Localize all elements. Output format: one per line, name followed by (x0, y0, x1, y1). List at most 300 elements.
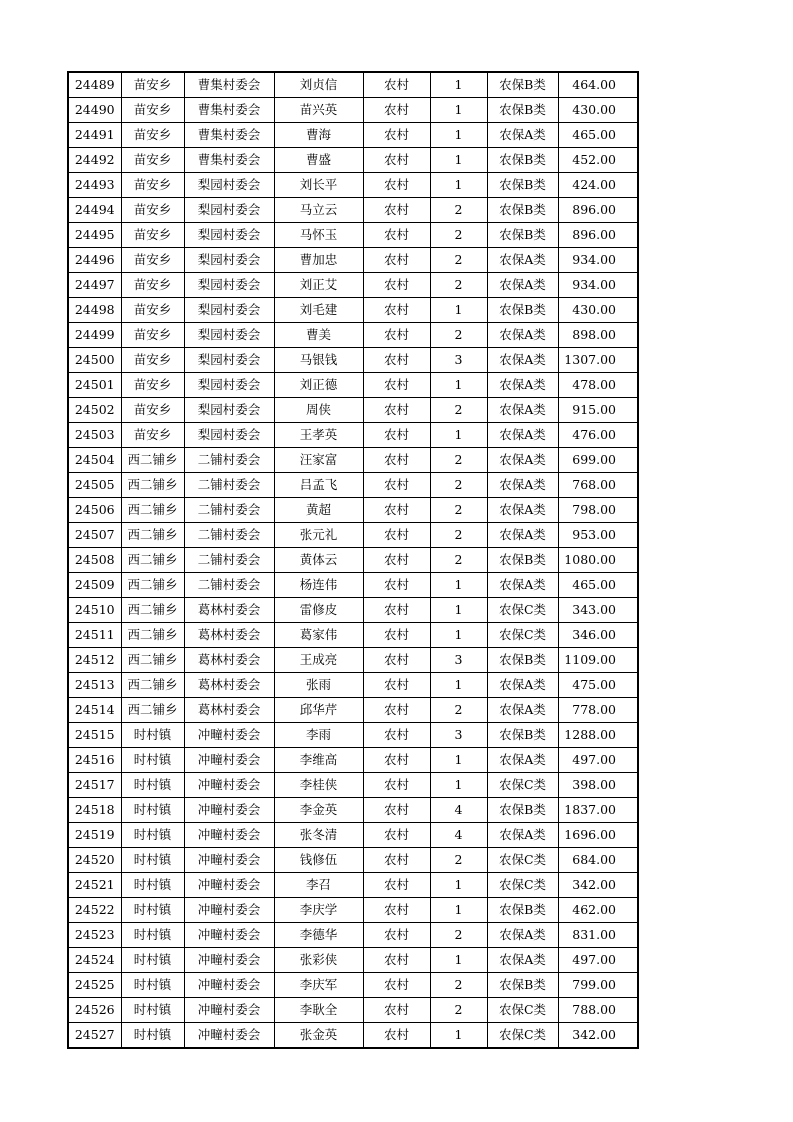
amount-cell: 896.00 (558, 198, 638, 223)
record-id-cell: 24489 (68, 72, 121, 98)
village-committee-cell: 冲疃村委会 (184, 1023, 274, 1049)
household-count-cell: 1 (430, 423, 487, 448)
roster-body (68, 72, 638, 1048)
table-row (68, 648, 638, 673)
name-cell: 李桂侠 (274, 773, 363, 798)
residence-type-cell: 农村 (363, 998, 430, 1023)
residence-type-cell: 农村 (363, 648, 430, 673)
residence-type-cell: 农村 (363, 248, 430, 273)
township-cell: 西二铺乡 (121, 598, 184, 623)
residence-type-cell: 农村 (363, 698, 430, 723)
residence-type-cell: 农村 (363, 173, 430, 198)
residence-type-cell: 农村 (363, 948, 430, 973)
insurance-category-cell: 农保B类 (487, 548, 558, 573)
household-count-cell: 1 (430, 773, 487, 798)
amount-cell: 465.00 (558, 123, 638, 148)
record-id-cell: 24522 (68, 898, 121, 923)
name-cell: 周侠 (274, 398, 363, 423)
township-cell: 时村镇 (121, 948, 184, 973)
record-id-cell: 24527 (68, 1023, 121, 1049)
table-row (68, 848, 638, 873)
record-id-cell: 24523 (68, 923, 121, 948)
amount-cell: 462.00 (558, 898, 638, 923)
village-committee-cell: 二铺村委会 (184, 473, 274, 498)
record-id-cell: 24505 (68, 473, 121, 498)
insurance-category-cell: 农保B类 (487, 723, 558, 748)
name-cell: 马立云 (274, 198, 363, 223)
township-cell: 时村镇 (121, 898, 184, 923)
township-cell: 西二铺乡 (121, 698, 184, 723)
insurance-category-cell: 农保A类 (487, 423, 558, 448)
table-row (68, 498, 638, 523)
residence-type-cell: 农村 (363, 273, 430, 298)
insurance-category-cell: 农保B类 (487, 223, 558, 248)
residence-type-cell: 农村 (363, 223, 430, 248)
amount-cell: 788.00 (558, 998, 638, 1023)
residence-type-cell: 农村 (363, 798, 430, 823)
amount-cell: 798.00 (558, 498, 638, 523)
insurance-category-cell: 农保A类 (487, 273, 558, 298)
township-cell: 苗安乡 (121, 72, 184, 98)
household-count-cell: 1 (430, 598, 487, 623)
table-row (68, 123, 638, 148)
township-cell: 时村镇 (121, 723, 184, 748)
household-count-cell: 1 (430, 123, 487, 148)
name-cell: 马怀玉 (274, 223, 363, 248)
insurance-category-cell: 农保A类 (487, 823, 558, 848)
insurance-category-cell: 农保B类 (487, 648, 558, 673)
record-id-cell: 24526 (68, 998, 121, 1023)
name-cell: 刘贞信 (274, 72, 363, 98)
insurance-category-cell: 农保B类 (487, 198, 558, 223)
insurance-category-cell: 农保C类 (487, 623, 558, 648)
name-cell: 王孝英 (274, 423, 363, 448)
village-committee-cell: 二铺村委会 (184, 573, 274, 598)
residence-type-cell: 农村 (363, 98, 430, 123)
table-row (68, 673, 638, 698)
amount-cell: 342.00 (558, 873, 638, 898)
name-cell: 马银钱 (274, 348, 363, 373)
village-committee-cell: 梨园村委会 (184, 423, 274, 448)
village-committee-cell: 葛林村委会 (184, 598, 274, 623)
residence-type-cell: 农村 (363, 623, 430, 648)
village-committee-cell: 二铺村委会 (184, 498, 274, 523)
village-committee-cell: 冲疃村委会 (184, 723, 274, 748)
name-cell: 曹盛 (274, 148, 363, 173)
village-committee-cell: 葛林村委会 (184, 673, 274, 698)
record-id-cell: 24496 (68, 248, 121, 273)
township-cell: 苗安乡 (121, 148, 184, 173)
village-committee-cell: 冲疃村委会 (184, 973, 274, 998)
table-row (68, 398, 638, 423)
household-count-cell: 3 (430, 648, 487, 673)
household-count-cell: 1 (430, 173, 487, 198)
table-row (68, 98, 638, 123)
village-committee-cell: 二铺村委会 (184, 523, 274, 548)
insurance-category-cell: 农保A类 (487, 698, 558, 723)
record-id-cell: 24503 (68, 423, 121, 448)
amount-cell: 1307.00 (558, 348, 638, 373)
residence-type-cell: 农村 (363, 398, 430, 423)
insurance-category-cell: 农保A类 (487, 398, 558, 423)
record-id-cell: 24499 (68, 323, 121, 348)
township-cell: 西二铺乡 (121, 448, 184, 473)
table-row (68, 723, 638, 748)
village-committee-cell: 二铺村委会 (184, 448, 274, 473)
insurance-category-cell: 农保C类 (487, 773, 558, 798)
residence-type-cell: 农村 (363, 148, 430, 173)
table-row (68, 198, 638, 223)
residence-type-cell: 农村 (363, 423, 430, 448)
amount-cell: 1080.00 (558, 548, 638, 573)
amount-cell: 699.00 (558, 448, 638, 473)
record-id-cell: 24524 (68, 948, 121, 973)
township-cell: 时村镇 (121, 848, 184, 873)
table-row (68, 223, 638, 248)
record-id-cell: 24495 (68, 223, 121, 248)
insurance-category-cell: 农保B类 (487, 173, 558, 198)
name-cell: 刘正艾 (274, 273, 363, 298)
name-cell: 王成亮 (274, 648, 363, 673)
record-id-cell: 24518 (68, 798, 121, 823)
amount-cell: 464.00 (558, 72, 638, 98)
township-cell: 时村镇 (121, 798, 184, 823)
village-committee-cell: 二铺村委会 (184, 548, 274, 573)
insurance-category-cell: 农保B类 (487, 98, 558, 123)
township-cell: 苗安乡 (121, 348, 184, 373)
name-cell: 张冬清 (274, 823, 363, 848)
village-committee-cell: 冲疃村委会 (184, 873, 274, 898)
amount-cell: 1288.00 (558, 723, 638, 748)
name-cell: 杨连伟 (274, 573, 363, 598)
name-cell: 苗兴英 (274, 98, 363, 123)
township-cell: 苗安乡 (121, 223, 184, 248)
township-cell: 时村镇 (121, 873, 184, 898)
amount-cell: 343.00 (558, 598, 638, 623)
amount-cell: 1696.00 (558, 823, 638, 848)
household-count-cell: 2 (430, 848, 487, 873)
table-row (68, 173, 638, 198)
amount-cell: 934.00 (558, 273, 638, 298)
household-count-cell: 2 (430, 973, 487, 998)
household-count-cell: 1 (430, 298, 487, 323)
household-count-cell: 4 (430, 798, 487, 823)
table-row (68, 773, 638, 798)
household-count-cell: 2 (430, 248, 487, 273)
village-committee-cell: 曹集村委会 (184, 72, 274, 98)
household-count-cell: 2 (430, 698, 487, 723)
township-cell: 苗安乡 (121, 298, 184, 323)
insurance-category-cell: 农保B类 (487, 72, 558, 98)
table-row (68, 273, 638, 298)
amount-cell: 424.00 (558, 173, 638, 198)
household-count-cell: 2 (430, 223, 487, 248)
village-committee-cell: 梨园村委会 (184, 323, 274, 348)
household-count-cell: 1 (430, 373, 487, 398)
township-cell: 苗安乡 (121, 248, 184, 273)
name-cell: 刘正德 (274, 373, 363, 398)
table-row (68, 298, 638, 323)
household-count-cell: 2 (430, 198, 487, 223)
village-committee-cell: 冲疃村委会 (184, 898, 274, 923)
table-row (68, 923, 638, 948)
insurance-category-cell: 农保A类 (487, 373, 558, 398)
residence-type-cell: 农村 (363, 898, 430, 923)
insurance-category-cell: 农保B类 (487, 148, 558, 173)
name-cell: 李庆军 (274, 973, 363, 998)
residence-type-cell: 农村 (363, 323, 430, 348)
household-count-cell: 2 (430, 498, 487, 523)
name-cell: 葛家伟 (274, 623, 363, 648)
village-committee-cell: 梨园村委会 (184, 398, 274, 423)
insurance-category-cell: 农保A类 (487, 948, 558, 973)
record-id-cell: 24504 (68, 448, 121, 473)
township-cell: 时村镇 (121, 923, 184, 948)
insurance-category-cell: 农保C类 (487, 598, 558, 623)
table-row (68, 348, 638, 373)
household-count-cell: 2 (430, 923, 487, 948)
township-cell: 时村镇 (121, 823, 184, 848)
table-row (68, 423, 638, 448)
village-committee-cell: 梨园村委会 (184, 348, 274, 373)
residence-type-cell: 农村 (363, 298, 430, 323)
insurance-category-cell: 农保A类 (487, 498, 558, 523)
amount-cell: 1837.00 (558, 798, 638, 823)
table-row (68, 798, 638, 823)
table-row (68, 873, 638, 898)
household-count-cell: 2 (430, 548, 487, 573)
table-row (68, 598, 638, 623)
village-committee-cell: 曹集村委会 (184, 123, 274, 148)
household-count-cell: 1 (430, 148, 487, 173)
household-count-cell: 2 (430, 523, 487, 548)
township-cell: 苗安乡 (121, 373, 184, 398)
record-id-cell: 24493 (68, 173, 121, 198)
record-id-cell: 24520 (68, 848, 121, 873)
village-committee-cell: 冲疃村委会 (184, 948, 274, 973)
name-cell: 李召 (274, 873, 363, 898)
table-row (68, 448, 638, 473)
table-row (68, 248, 638, 273)
amount-cell: 430.00 (558, 298, 638, 323)
record-id-cell: 24506 (68, 498, 121, 523)
residence-type-cell: 农村 (363, 848, 430, 873)
township-cell: 西二铺乡 (121, 498, 184, 523)
amount-cell: 342.00 (558, 1023, 638, 1049)
record-id-cell: 24517 (68, 773, 121, 798)
record-id-cell: 24515 (68, 723, 121, 748)
residence-type-cell: 农村 (363, 673, 430, 698)
name-cell: 吕孟飞 (274, 473, 363, 498)
name-cell: 钱修伍 (274, 848, 363, 873)
record-id-cell: 24500 (68, 348, 121, 373)
residence-type-cell: 农村 (363, 773, 430, 798)
household-count-cell: 2 (430, 448, 487, 473)
amount-cell: 478.00 (558, 373, 638, 398)
household-count-cell: 3 (430, 723, 487, 748)
record-id-cell: 24492 (68, 148, 121, 173)
residence-type-cell: 农村 (363, 448, 430, 473)
amount-cell: 898.00 (558, 323, 638, 348)
residence-type-cell: 农村 (363, 473, 430, 498)
table-row (68, 72, 638, 98)
name-cell: 张金英 (274, 1023, 363, 1049)
name-cell: 黄体云 (274, 548, 363, 573)
village-committee-cell: 梨园村委会 (184, 273, 274, 298)
name-cell: 李庆学 (274, 898, 363, 923)
township-cell: 时村镇 (121, 973, 184, 998)
insurance-category-cell: 农保A类 (487, 473, 558, 498)
record-id-cell: 24510 (68, 598, 121, 623)
insurance-category-cell: 农保A类 (487, 673, 558, 698)
residence-type-cell: 农村 (363, 198, 430, 223)
record-id-cell: 24519 (68, 823, 121, 848)
record-id-cell: 24491 (68, 123, 121, 148)
household-count-cell: 2 (430, 473, 487, 498)
record-id-cell: 24498 (68, 298, 121, 323)
name-cell: 李雨 (274, 723, 363, 748)
household-count-cell: 1 (430, 573, 487, 598)
village-committee-cell: 梨园村委会 (184, 248, 274, 273)
residence-type-cell: 农村 (363, 923, 430, 948)
name-cell: 张元礼 (274, 523, 363, 548)
household-count-cell: 3 (430, 348, 487, 373)
table-row (68, 573, 638, 598)
residence-type-cell: 农村 (363, 548, 430, 573)
residence-type-cell: 农村 (363, 373, 430, 398)
record-id-cell: 24512 (68, 648, 121, 673)
village-committee-cell: 冲疃村委会 (184, 823, 274, 848)
record-id-cell: 24507 (68, 523, 121, 548)
township-cell: 苗安乡 (121, 123, 184, 148)
name-cell: 李耿全 (274, 998, 363, 1023)
amount-cell: 768.00 (558, 473, 638, 498)
name-cell: 李维高 (274, 748, 363, 773)
insurance-category-cell: 农保C类 (487, 1023, 558, 1049)
name-cell: 雷修皮 (274, 598, 363, 623)
name-cell: 汪家富 (274, 448, 363, 473)
amount-cell: 497.00 (558, 748, 638, 773)
insurance-category-cell: 农保B类 (487, 898, 558, 923)
township-cell: 苗安乡 (121, 423, 184, 448)
township-cell: 苗安乡 (121, 323, 184, 348)
township-cell: 时村镇 (121, 748, 184, 773)
village-committee-cell: 冲疃村委会 (184, 798, 274, 823)
amount-cell: 831.00 (558, 923, 638, 948)
township-cell: 西二铺乡 (121, 573, 184, 598)
insurance-category-cell: 农保A类 (487, 323, 558, 348)
amount-cell: 778.00 (558, 698, 638, 723)
amount-cell: 934.00 (558, 248, 638, 273)
residence-type-cell: 农村 (363, 723, 430, 748)
village-committee-cell: 冲疃村委会 (184, 923, 274, 948)
amount-cell: 915.00 (558, 398, 638, 423)
table-row (68, 373, 638, 398)
roster-table (67, 71, 639, 1049)
residence-type-cell: 农村 (363, 598, 430, 623)
record-id-cell: 24514 (68, 698, 121, 723)
insurance-category-cell: 农保C类 (487, 848, 558, 873)
name-cell: 曹海 (274, 123, 363, 148)
insurance-category-cell: 农保A类 (487, 573, 558, 598)
name-cell: 刘毛建 (274, 298, 363, 323)
table-row (68, 148, 638, 173)
household-count-cell: 2 (430, 323, 487, 348)
household-count-cell: 1 (430, 623, 487, 648)
insurance-category-cell: 农保B类 (487, 798, 558, 823)
residence-type-cell: 农村 (363, 748, 430, 773)
household-count-cell: 1 (430, 748, 487, 773)
township-cell: 苗安乡 (121, 198, 184, 223)
insurance-category-cell: 农保A类 (487, 348, 558, 373)
township-cell: 西二铺乡 (121, 548, 184, 573)
village-committee-cell: 梨园村委会 (184, 173, 274, 198)
township-cell: 时村镇 (121, 773, 184, 798)
household-count-cell: 1 (430, 948, 487, 973)
table-row (68, 948, 638, 973)
amount-cell: 465.00 (558, 573, 638, 598)
table-row (68, 623, 638, 648)
name-cell: 黄超 (274, 498, 363, 523)
record-id-cell: 24521 (68, 873, 121, 898)
amount-cell: 475.00 (558, 673, 638, 698)
name-cell: 李德华 (274, 923, 363, 948)
residence-type-cell: 农村 (363, 973, 430, 998)
household-count-cell: 1 (430, 898, 487, 923)
township-cell: 苗安乡 (121, 398, 184, 423)
insurance-category-cell: 农保A类 (487, 923, 558, 948)
amount-cell: 497.00 (558, 948, 638, 973)
insurance-category-cell: 农保C类 (487, 873, 558, 898)
record-id-cell: 24490 (68, 98, 121, 123)
village-committee-cell: 冲疃村委会 (184, 998, 274, 1023)
record-id-cell: 24501 (68, 373, 121, 398)
amount-cell: 346.00 (558, 623, 638, 648)
village-committee-cell: 梨园村委会 (184, 223, 274, 248)
village-committee-cell: 梨园村委会 (184, 298, 274, 323)
name-cell: 邱华芹 (274, 698, 363, 723)
village-committee-cell: 葛林村委会 (184, 648, 274, 673)
residence-type-cell: 农村 (363, 523, 430, 548)
residence-type-cell: 农村 (363, 1023, 430, 1049)
village-committee-cell: 梨园村委会 (184, 373, 274, 398)
village-committee-cell: 曹集村委会 (184, 148, 274, 173)
record-id-cell: 24516 (68, 748, 121, 773)
residence-type-cell: 农村 (363, 72, 430, 98)
household-count-cell: 1 (430, 873, 487, 898)
amount-cell: 953.00 (558, 523, 638, 548)
residence-type-cell: 农村 (363, 823, 430, 848)
insurance-category-cell: 农保B类 (487, 973, 558, 998)
insurance-category-cell: 农保A类 (487, 748, 558, 773)
household-count-cell: 2 (430, 398, 487, 423)
table-row (68, 998, 638, 1023)
table-row (68, 898, 638, 923)
amount-cell: 452.00 (558, 148, 638, 173)
insurance-category-cell: 农保A类 (487, 123, 558, 148)
village-committee-cell: 冲疃村委会 (184, 773, 274, 798)
name-cell: 张彩侠 (274, 948, 363, 973)
village-committee-cell: 冲疃村委会 (184, 748, 274, 773)
village-committee-cell: 冲疃村委会 (184, 848, 274, 873)
household-count-cell: 1 (430, 98, 487, 123)
table-row (68, 748, 638, 773)
household-count-cell: 1 (430, 673, 487, 698)
name-cell: 张雨 (274, 673, 363, 698)
record-id-cell: 24513 (68, 673, 121, 698)
record-id-cell: 24502 (68, 398, 121, 423)
household-count-cell: 1 (430, 72, 487, 98)
